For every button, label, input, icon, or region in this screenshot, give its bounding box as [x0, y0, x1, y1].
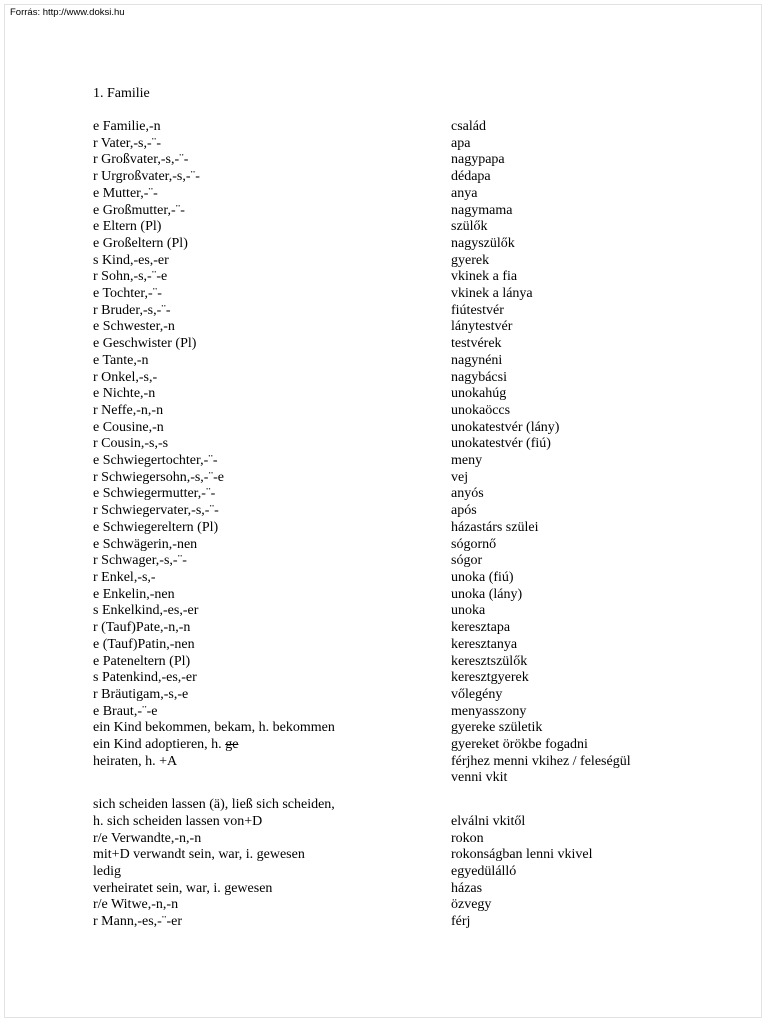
- german-term: e Mutter,-¨-: [93, 185, 158, 201]
- german-term: e (Tauf)Patin,-nen: [93, 636, 195, 652]
- hungarian-translation: unokaöccs: [451, 402, 511, 418]
- german-term: r Großvater,-s,-¨-: [93, 152, 189, 168]
- german-term: r Sohn,-s,-¨-e: [93, 269, 168, 285]
- vocab-entry: [93, 436, 733, 453]
- vocab-entry: [93, 670, 733, 687]
- hungarian-translation: dédapa: [451, 169, 491, 185]
- german-term: e Schwägerin,-nen: [93, 536, 198, 552]
- vocab-entry: [93, 353, 733, 370]
- vocab-entry: [93, 570, 733, 587]
- german-term: e Enkelin,-nen: [93, 586, 175, 602]
- hungarian-translation: nagymama: [451, 202, 513, 218]
- german-term: r Schwiegersohn,-s,-¨-e: [93, 469, 225, 485]
- hungarian-translation: unokatestvér (fiú): [451, 436, 551, 452]
- vocab-entry: [93, 420, 733, 437]
- vocab-entry: [93, 403, 733, 420]
- german-term: [93, 770, 451, 787]
- german-term: h. sich scheiden lassen von+D: [93, 813, 263, 829]
- german-term: [93, 737, 451, 754]
- vocab-entry: [93, 553, 733, 570]
- german-term: r/e Verwandte,-n,-n: [93, 830, 202, 846]
- german-term: s Enkelkind,-es,-er: [93, 603, 199, 619]
- hungarian-translation: gyereke születik: [451, 720, 543, 736]
- vocab-entry: [93, 603, 733, 620]
- german-term: r (Tauf)Pate,-n,-n: [93, 620, 191, 636]
- vocab-entry: [93, 520, 733, 537]
- hungarian-translation: unoka (lány): [451, 586, 523, 602]
- vocab-entry: [93, 881, 733, 898]
- hungarian-translation: sógor: [451, 553, 483, 569]
- german-term: e Braut,-¨-e: [93, 703, 158, 719]
- german-term: r/e Witwe,-n,-n: [93, 897, 179, 913]
- vocab-entry: [93, 169, 733, 186]
- german-term: r Mann,-es,-¨-er: [93, 914, 183, 930]
- german-term: s Kind,-es,-er: [93, 252, 169, 268]
- german-term: r Bruder,-s,-¨-: [93, 302, 171, 318]
- hungarian-translation: unokatestvér (lány): [451, 419, 560, 435]
- hungarian-translation: keresztgyerek: [451, 670, 529, 686]
- german-term: mit+D verwandt sein, war, i. gewesen: [93, 847, 305, 863]
- german-term: ledig: [93, 863, 121, 879]
- hungarian-translation: menyasszony: [451, 703, 527, 719]
- hungarian-translation: rokonságban lenni vkivel: [451, 847, 593, 863]
- vocab-entry: [93, 754, 733, 771]
- vocab-entry: [93, 253, 733, 270]
- vocab-entry: [93, 704, 733, 721]
- hungarian-translation: házastárs szülei: [451, 519, 539, 535]
- hungarian-translation: nagypapa: [451, 152, 505, 168]
- vocabulary-list: [93, 119, 733, 931]
- german-term: e Cousine,-n: [93, 419, 164, 435]
- hungarian-translation: anyós: [451, 486, 484, 502]
- hungarian-translation: nagynéni: [451, 352, 503, 368]
- hungarian-translation: vőlegény: [451, 686, 503, 702]
- german-term-text: ein Kind adoptieren, h.: [93, 737, 226, 753]
- vocab-entry: [93, 720, 733, 737]
- german-term: heiraten, h. +A: [93, 753, 178, 769]
- german-term: e Schwiegermutter,-¨-: [93, 486, 216, 502]
- vocab-entry: [93, 637, 733, 654]
- german-term: ein Kind bekommen, bekam, h. bekommen: [93, 720, 335, 736]
- german-term: e Geschwister (Pl): [93, 336, 197, 352]
- german-term: e Tochter,-¨-: [93, 286, 162, 302]
- german-term: sich scheiden lassen (ä), ließ sich scheiden,: [93, 797, 335, 813]
- hungarian-translation: unokahúg: [451, 386, 507, 402]
- hungarian-translation: após: [451, 503, 477, 519]
- hungarian-translation: testvérek: [451, 336, 502, 352]
- hungarian-translation: anya: [451, 185, 478, 201]
- german-term: r Neffe,-n,-n: [93, 402, 164, 418]
- hungarian-translation: apa: [451, 135, 471, 151]
- hungarian-translation: gyerek: [451, 252, 490, 268]
- hungarian-translation: lánytestvér: [451, 319, 513, 335]
- hungarian-translation: szülők: [451, 219, 488, 235]
- vocab-entry: [93, 236, 733, 253]
- german-term: s Patenkind,-es,-er: [93, 670, 197, 686]
- hungarian-translation: vkinek a lánya: [451, 286, 533, 302]
- vocab-entry: [93, 269, 733, 286]
- vocab-entry: [93, 620, 733, 637]
- german-term: r Onkel,-s,-: [93, 369, 158, 385]
- german-term: e Pateneltern (Pl): [93, 653, 191, 669]
- hungarian-translation: család: [451, 119, 486, 134]
- hungarian-translation: nagybácsi: [451, 369, 507, 385]
- vocab-entry: [93, 897, 733, 914]
- german-term: e Schwester,-n: [93, 319, 175, 335]
- hungarian-translation: fiútestvér: [451, 302, 504, 318]
- vocab-entry: [93, 303, 733, 320]
- vocab-entry: [93, 814, 733, 831]
- german-term: r Schwiegervater,-s,-¨-: [93, 503, 219, 519]
- vocab-entry: [93, 770, 733, 787]
- german-term: e Nichte,-n: [93, 386, 156, 402]
- vocab-entry: [93, 453, 733, 470]
- hungarian-translation: özvegy: [451, 897, 492, 913]
- german-term: r Bräutigam,-s,-e: [93, 686, 189, 702]
- vocab-entry: [93, 687, 733, 704]
- vocab-entry: [93, 737, 733, 754]
- vocab-entry: [93, 470, 733, 487]
- hungarian-translation: rokon: [451, 830, 484, 846]
- hungarian-translation: [451, 797, 733, 814]
- hungarian-translation: keresztanya: [451, 636, 518, 652]
- hungarian-translation: elválni vkitől: [451, 813, 526, 829]
- vocab-entry: [93, 136, 733, 153]
- section-title: 1. Familie: [93, 86, 150, 101]
- vocab-entry: [93, 319, 733, 336]
- hungarian-translation: vej: [451, 469, 469, 485]
- german-term: e Eltern (Pl): [93, 219, 162, 235]
- german-term: verheiratet sein, war, i. gewesen: [93, 880, 273, 896]
- hungarian-translation: keresztapa: [451, 620, 511, 636]
- hungarian-translation: egyedülálló: [451, 863, 517, 879]
- vocab-entry: [93, 503, 733, 520]
- source-note: Forrás: http://www.doksi.hu: [10, 7, 125, 18]
- vocab-entry: [93, 847, 733, 864]
- hungarian-translation: meny: [451, 453, 483, 469]
- hungarian-translation: vkinek a fia: [451, 269, 518, 285]
- vocab-entry: [93, 864, 733, 881]
- vocab-entry: [93, 914, 733, 931]
- vocab-entry: [93, 386, 733, 403]
- vocab-entry: [93, 587, 733, 604]
- hungarian-translation: házas: [451, 880, 483, 896]
- hungarian-translation: gyereket örökbe fogadni: [451, 737, 588, 753]
- german-term: r Cousin,-s,-s: [93, 436, 169, 452]
- german-term: r Enkel,-s,-: [93, 569, 156, 585]
- hungarian-translation: sógornő: [451, 536, 497, 552]
- vocab-entry: [93, 831, 733, 848]
- vocab-entry: [93, 537, 733, 554]
- hungarian-translation: venni vkit: [451, 770, 508, 786]
- german-term: e Schwiegereltern (Pl): [93, 519, 219, 535]
- german-term: r Vater,-s,-¨-: [93, 135, 161, 151]
- vocab-entry: [93, 286, 733, 303]
- hungarian-translation: keresztszülők: [451, 653, 528, 669]
- hungarian-translation: nagyszülők: [451, 235, 515, 251]
- vocab-entry: [93, 336, 733, 353]
- struck-text: ge: [225, 737, 239, 753]
- vocab-entry: [93, 654, 733, 671]
- german-term: r Schwager,-s,-¨-: [93, 553, 187, 569]
- hungarian-translation: férj: [451, 914, 471, 930]
- hungarian-translation: unoka (fiú): [451, 569, 514, 585]
- german-term: e Familie,-n: [93, 119, 161, 134]
- vocab-entry: [93, 203, 733, 220]
- vocab-entry: [93, 119, 733, 136]
- vocab-entry: [93, 186, 733, 203]
- vocab-entry: [93, 486, 733, 503]
- german-term: e Tante,-n: [93, 352, 149, 368]
- vocab-entry: [93, 152, 733, 169]
- german-term: e Schwiegertochter,-¨-: [93, 453, 218, 469]
- german-term: e Großmutter,-¨-: [93, 202, 185, 218]
- hungarian-translation: unoka: [451, 603, 486, 619]
- hungarian-translation: férjhez menni vkihez / feleségül: [451, 753, 631, 769]
- vocab-entry: [93, 370, 733, 387]
- vocab-entry: [93, 797, 733, 814]
- german-term: e Großeltern (Pl): [93, 235, 188, 251]
- german-term: r Urgroßvater,-s,-¨-: [93, 169, 200, 185]
- vocab-entry: [93, 219, 733, 236]
